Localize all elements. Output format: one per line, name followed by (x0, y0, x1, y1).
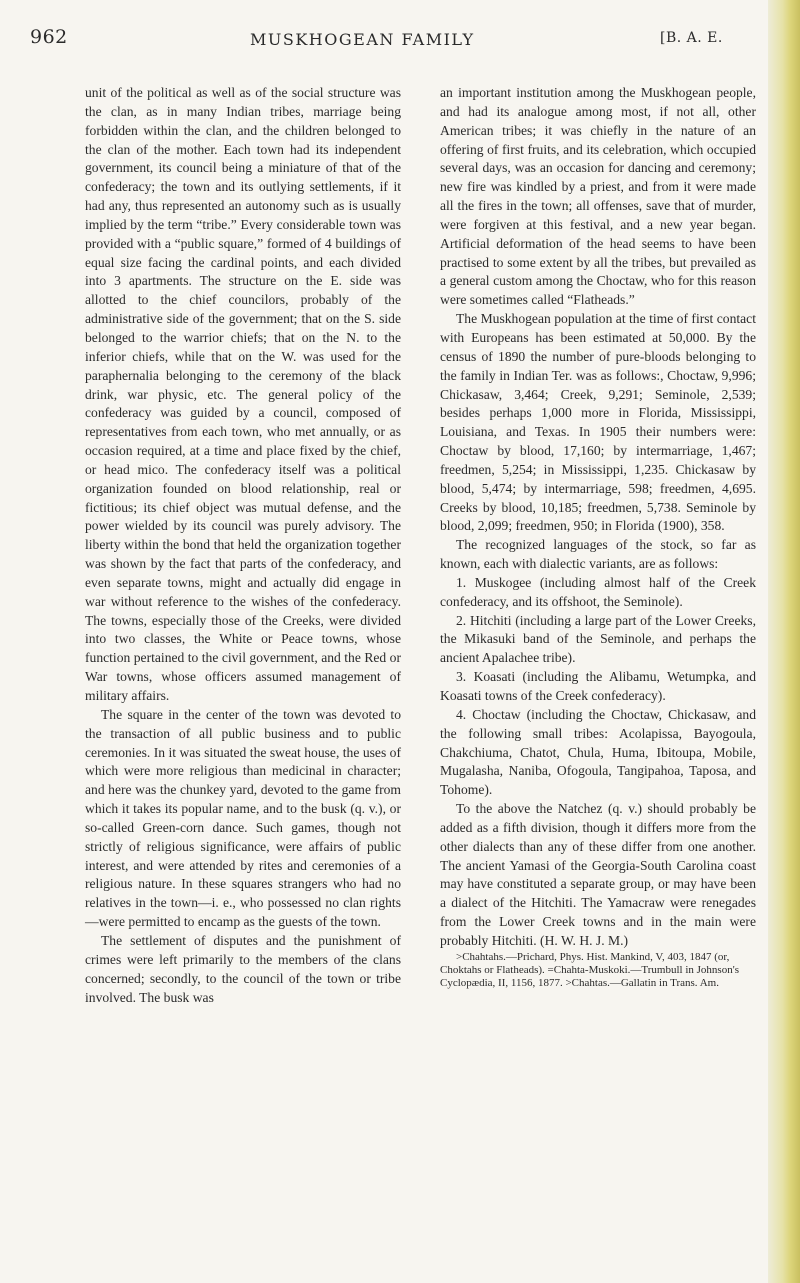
page-number: 962 (30, 26, 68, 48)
right-column (440, 84, 756, 990)
paragraph: an important institution among the Muskhogean people, and had its analogue among most, if not all, other American tribes; it was chiefly in the nature of an offering of first fruits, and its celebration, which occupied several days, was an occasion for dancing and ceremony; new fire was kindled by a priest, and from it were made all the fires in the town; all offenses, save that of murder, were forgiven at this festival, and a new year began. Artificial deformation of the head seems to have been practised to some extent by all the tribes, but prevailed as a general custom among the Choctaw, who for this reason were sometimes called “Flatheads.” (440, 85, 756, 308)
paragraph: The square in the center of the town was devoted to the transaction of all public business and to public ceremonies. In it was situated the sweat house, the uses of which were more religious than medicinal in character; and here was the chunkey yard, devoted to the game from which it takes its popular name, and to the busk (q. v.), or so-called Green-corn dance. Such games, though not strictly of religious significance, were affairs of public interest, and were attended by rites and ceremonies of a religious nature. In these squares strangers who had no relatives in the town—i. e., who possessed no clan rights—were permitted to encamp as the guests of the town. (85, 706, 401, 930)
list-item: 4. Choctaw (including the Choctaw, Chickasaw, and the following small tribes: Acolapissa, Bayogoula, Chakchiuma, Chatot, Chula, Huma, Ibitoupa, Mobile, Mugalasha, Naniba, Ofogoula, Tangipahoa, Taposa, and Tohome). (440, 706, 756, 798)
synonymy-footnote: >Chahtahs.—Prichard, Phys. Hist. Mankind, V, 403, 1847 (or, Choktahs or Flatheads). =Chahta-Muskoki.—Trumbull in Johnson's Cyclopædia, II, 1156, 1877. >Chahtas.—Gallatin in Trans. Am. (440, 950, 739, 989)
paragraph: To the above the Natchez (q. v.) should probably be added as a fifth division, though it differs more from the other dialects than any of these differ from one another. The ancient Yamasi of the Georgia-South Carolina coast may have constituted a separate group, or may have been a dialect of the Hitchiti. The Yamacraw were renegades from the Lower Creek towns and in the main were probably Hitchiti. (H. W. H. J. M.) (440, 801, 756, 948)
paragraph: unit of the political as well as of the social structure was the clan, as in many Indian tribes, marriage being forbidden within the clan, and the children belonged to the clan of the mother. Each town had its independent government, its council being a miniature of that of the confederacy; the town and its outlying settlements, if it had any, thus represented an autonomy such as is usually implied by the term “tribe.” Every considerable town was provided with a “public square,” formed of 4 buildings of equal size facing the cardinal points, and each divided into 3 apartments. The structure on the E. side was allotted to the chief councilors, probably of the administrative side of the government; that on the S. side belonged to the warrior chiefs; that on the N. to the inferior chiefs, while that on the W. was used for the paraphernalia belonging to the ceremony of the black drink, war physic, etc. The general policy of the confederacy was guided by a council, composed of representatives from each town, who met annually, or as occasion required, at a time and place fixed by the chief, or head mico. The confederacy itself was a political organization founded on blood relationship, real or fictitious; its chief object was mutual defense, and the power wielded by its council was purely advisory. The liberty within the bond that held the organization together was shown by the fact that parts of the confederacy, and even separate towns, might and actually did engage in war without reference to the wishes of the confederacy. The towns, especially those of the Creeks, were divided into two classes, the White or Peace towns, whose function pertained to the civil government, and the Red or War towns, whose officers assumed management of military affairs. (85, 85, 401, 703)
paragraph: The settlement of disputes and the punishment of crimes were left primarily to the members of the clans concerned; secondly, to the council of the town or tribe involved. The busk was (85, 932, 401, 1005)
list-item: 3. Koasati (including the Alibamu, Wetumpka, and Koasati towns of the Creek confederacy). (440, 669, 756, 703)
page-edge (768, 0, 800, 1283)
list-item: 2. Hitchiti (including a large part of the Lower Creeks, the Mikasuki band of the Seminole, and perhaps the ancient Apalachee tribe). (440, 612, 756, 666)
paragraph: The Muskhogean population at the time of first contact with Europeans has been estimated at 50,000. By the census of 1890 the number of pure-bloods belonging to the family in Indian Ter. was as follows:, Choctaw, 9,996; Chickasaw, 3,464; Creek, 9,291; Seminole, 2,539; besides perhaps 1,000 more in Florida, Mississippi, Louisiana, and Texas. In 1905 their numbers were: Choctaw by blood, 17,160; by intermarriage, 1,467; freedmen, 5,254; in Mississippi, 1,235. Chickasaw by blood, 5,474; by intermarriage, 598; freedmen, 4,695. Creeks by blood, 10,185; freedmen, 5,738. Seminole by blood, 2,099; freedmen, 950; in Florida (1900), 358. (440, 311, 756, 534)
left-column (85, 84, 401, 1007)
section-tag: [B. A. E. (660, 30, 723, 46)
paragraph: The recognized languages of the stock, so far as known, each with dialectic variants, are as follows: (440, 537, 756, 572)
running-title: MUSKHOGEAN FAMILY (250, 30, 475, 49)
list-item: 1. Muskogee (including almost half of the Creek confederacy, and its offshoot, the Seminole). (440, 574, 756, 609)
